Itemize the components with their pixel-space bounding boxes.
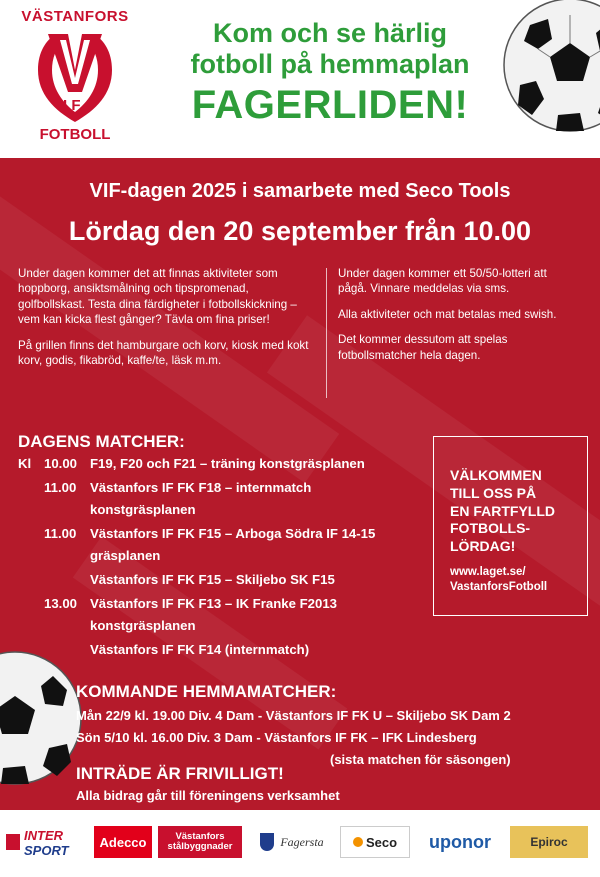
welcome-line: TILL OSS PÅ (450, 484, 537, 501)
club-crest-icon (34, 32, 116, 124)
info-left-paragraph: Under dagen kommer det att finnas aktiviteter som hoppborg, ansiktsmålning och tipspromenad, golfbollskast. Testa dina färdigheter i fotbollskickning – vem kan kicka flest gånger? Tävla om fina priser! (18, 267, 297, 327)
match-text: Västanfors IF FK F15 – Arboga Södra IF 14-15 (90, 526, 376, 541)
welcome-line: LÖRDAG! (450, 538, 516, 555)
upcoming-matches (76, 682, 511, 767)
match-row (18, 596, 428, 618)
event-panel (0, 158, 600, 810)
info-right-paragraph: Alla aktiviteter och mat betalas med swish. (338, 307, 557, 321)
upcoming-heading: KOMMANDE HEMMAMATCHER: (76, 682, 337, 701)
upcoming-row: Sön 5/10 kl. 16.00 Div. 3 Dam - Västanfors IF FK – IFK Lindesberg (76, 730, 477, 745)
sponsor-logo-seco: Seco (340, 826, 410, 858)
welcome-line: EN FARTFYLLD (450, 502, 555, 519)
matches-list (18, 456, 428, 664)
event-date: Lördag den 20 september från 10.00 (68, 216, 532, 246)
event-title: VIF-dagen 2025 i samarbete med Seco Tools (89, 180, 511, 202)
match-text: Västanfors IF FK F18 – internmatch (90, 480, 312, 495)
welcome-box (433, 436, 588, 616)
football-icon (500, 0, 600, 135)
website-link[interactable] (450, 565, 587, 596)
entry-info (76, 764, 340, 803)
headline-line-2: fotboll på hemmaplan (190, 49, 470, 80)
match-row (18, 572, 428, 594)
sponsor-logo-uponor: uponor (429, 831, 491, 852)
match-text: Västanfors IF FK F13 – IK Franke F2013 (90, 596, 337, 611)
info-right (338, 266, 578, 373)
match-row (18, 526, 428, 548)
entry-subtext: Alla bidrag går till föreningens verksamhet (76, 788, 340, 803)
info-left-paragraph: På grillen finns det hamburgare och korv, kiosk med kokt korv, godis, fikabröd, kaffe/te, läsk m.m. (18, 338, 309, 368)
coat-of-arms-icon (260, 833, 274, 851)
logo-top-text: VÄSTANFORS (21, 8, 129, 25)
match-row (18, 456, 428, 478)
svg-text:INTER: INTER (24, 828, 63, 843)
upcoming-note: (sista matchen för säsongen) (330, 752, 511, 767)
headline-line-3: FAGERLIDEN! (191, 83, 469, 128)
sponsor-logo-fagersta: Fagersta (250, 826, 334, 858)
sponsor-logo-intersport (6, 826, 88, 858)
header (0, 0, 600, 158)
club-logo (20, 8, 130, 148)
info-right-paragraph: Det kommer dessutom att spelas fotbollsmatcher hela dagen. (338, 333, 508, 362)
headline (140, 18, 520, 128)
match-row (18, 480, 428, 502)
website-url-part-2: VastanforsFotboll (450, 581, 548, 594)
match-text: Västanfors IF FK F14 (internmatch) (90, 642, 310, 657)
football-icon (0, 648, 85, 788)
match-time: 10.00 (44, 456, 78, 471)
upcoming-row: Mån 22/9 kl. 19.00 Div. 4 Dam - Västanfors IF FK U – Skiljebo SK Dam 2 (76, 708, 511, 723)
match-venue: gräsplanen (90, 548, 161, 563)
welcome-line: VÄLKOMMEN (450, 467, 542, 483)
info-right-paragraph: Under dagen kommer ett 50/50-lotteri att pågå. Vinnare meddelas via sms. (338, 267, 547, 296)
info-left (18, 266, 318, 378)
kl-label: Kl (18, 456, 32, 471)
sponsor-bar (0, 810, 600, 877)
match-text: F19, F20 och F21 – träning konstgräsplanen (90, 456, 365, 471)
match-text: Västanfors IF FK F15 – Skiljebo SK F15 (90, 572, 335, 587)
website-url-part-1: www.laget.se/ (450, 565, 526, 578)
headline-line-1: Kom och se härlig (212, 18, 448, 48)
sponsor-logo-epiroc: Epiroc (510, 826, 588, 858)
match-venue: konstgräsplanen (90, 618, 196, 633)
match-time: 11.00 (44, 526, 77, 541)
logo-bottom-text: FOTBOLL (39, 126, 111, 143)
matches-heading: DAGENS MATCHER: (18, 432, 185, 451)
seco-mark-icon (353, 837, 363, 847)
sponsor-logo-vastanfors: Västanfors stålbyggnader (158, 826, 242, 858)
svg-text:SPORT: SPORT (24, 843, 69, 858)
entry-heading: INTRÄDE ÄR FRIVILLIGT! (76, 764, 284, 783)
match-time: 11.00 (44, 480, 77, 495)
match-venue: konstgräsplanen (90, 502, 196, 517)
welcome-line: FOTBOLLS- (450, 520, 531, 537)
column-divider (326, 268, 327, 398)
sponsor-logo-adecco: Adecco (94, 826, 152, 858)
svg-text:I F: I F (63, 97, 81, 114)
match-time: 13.00 (44, 596, 78, 611)
